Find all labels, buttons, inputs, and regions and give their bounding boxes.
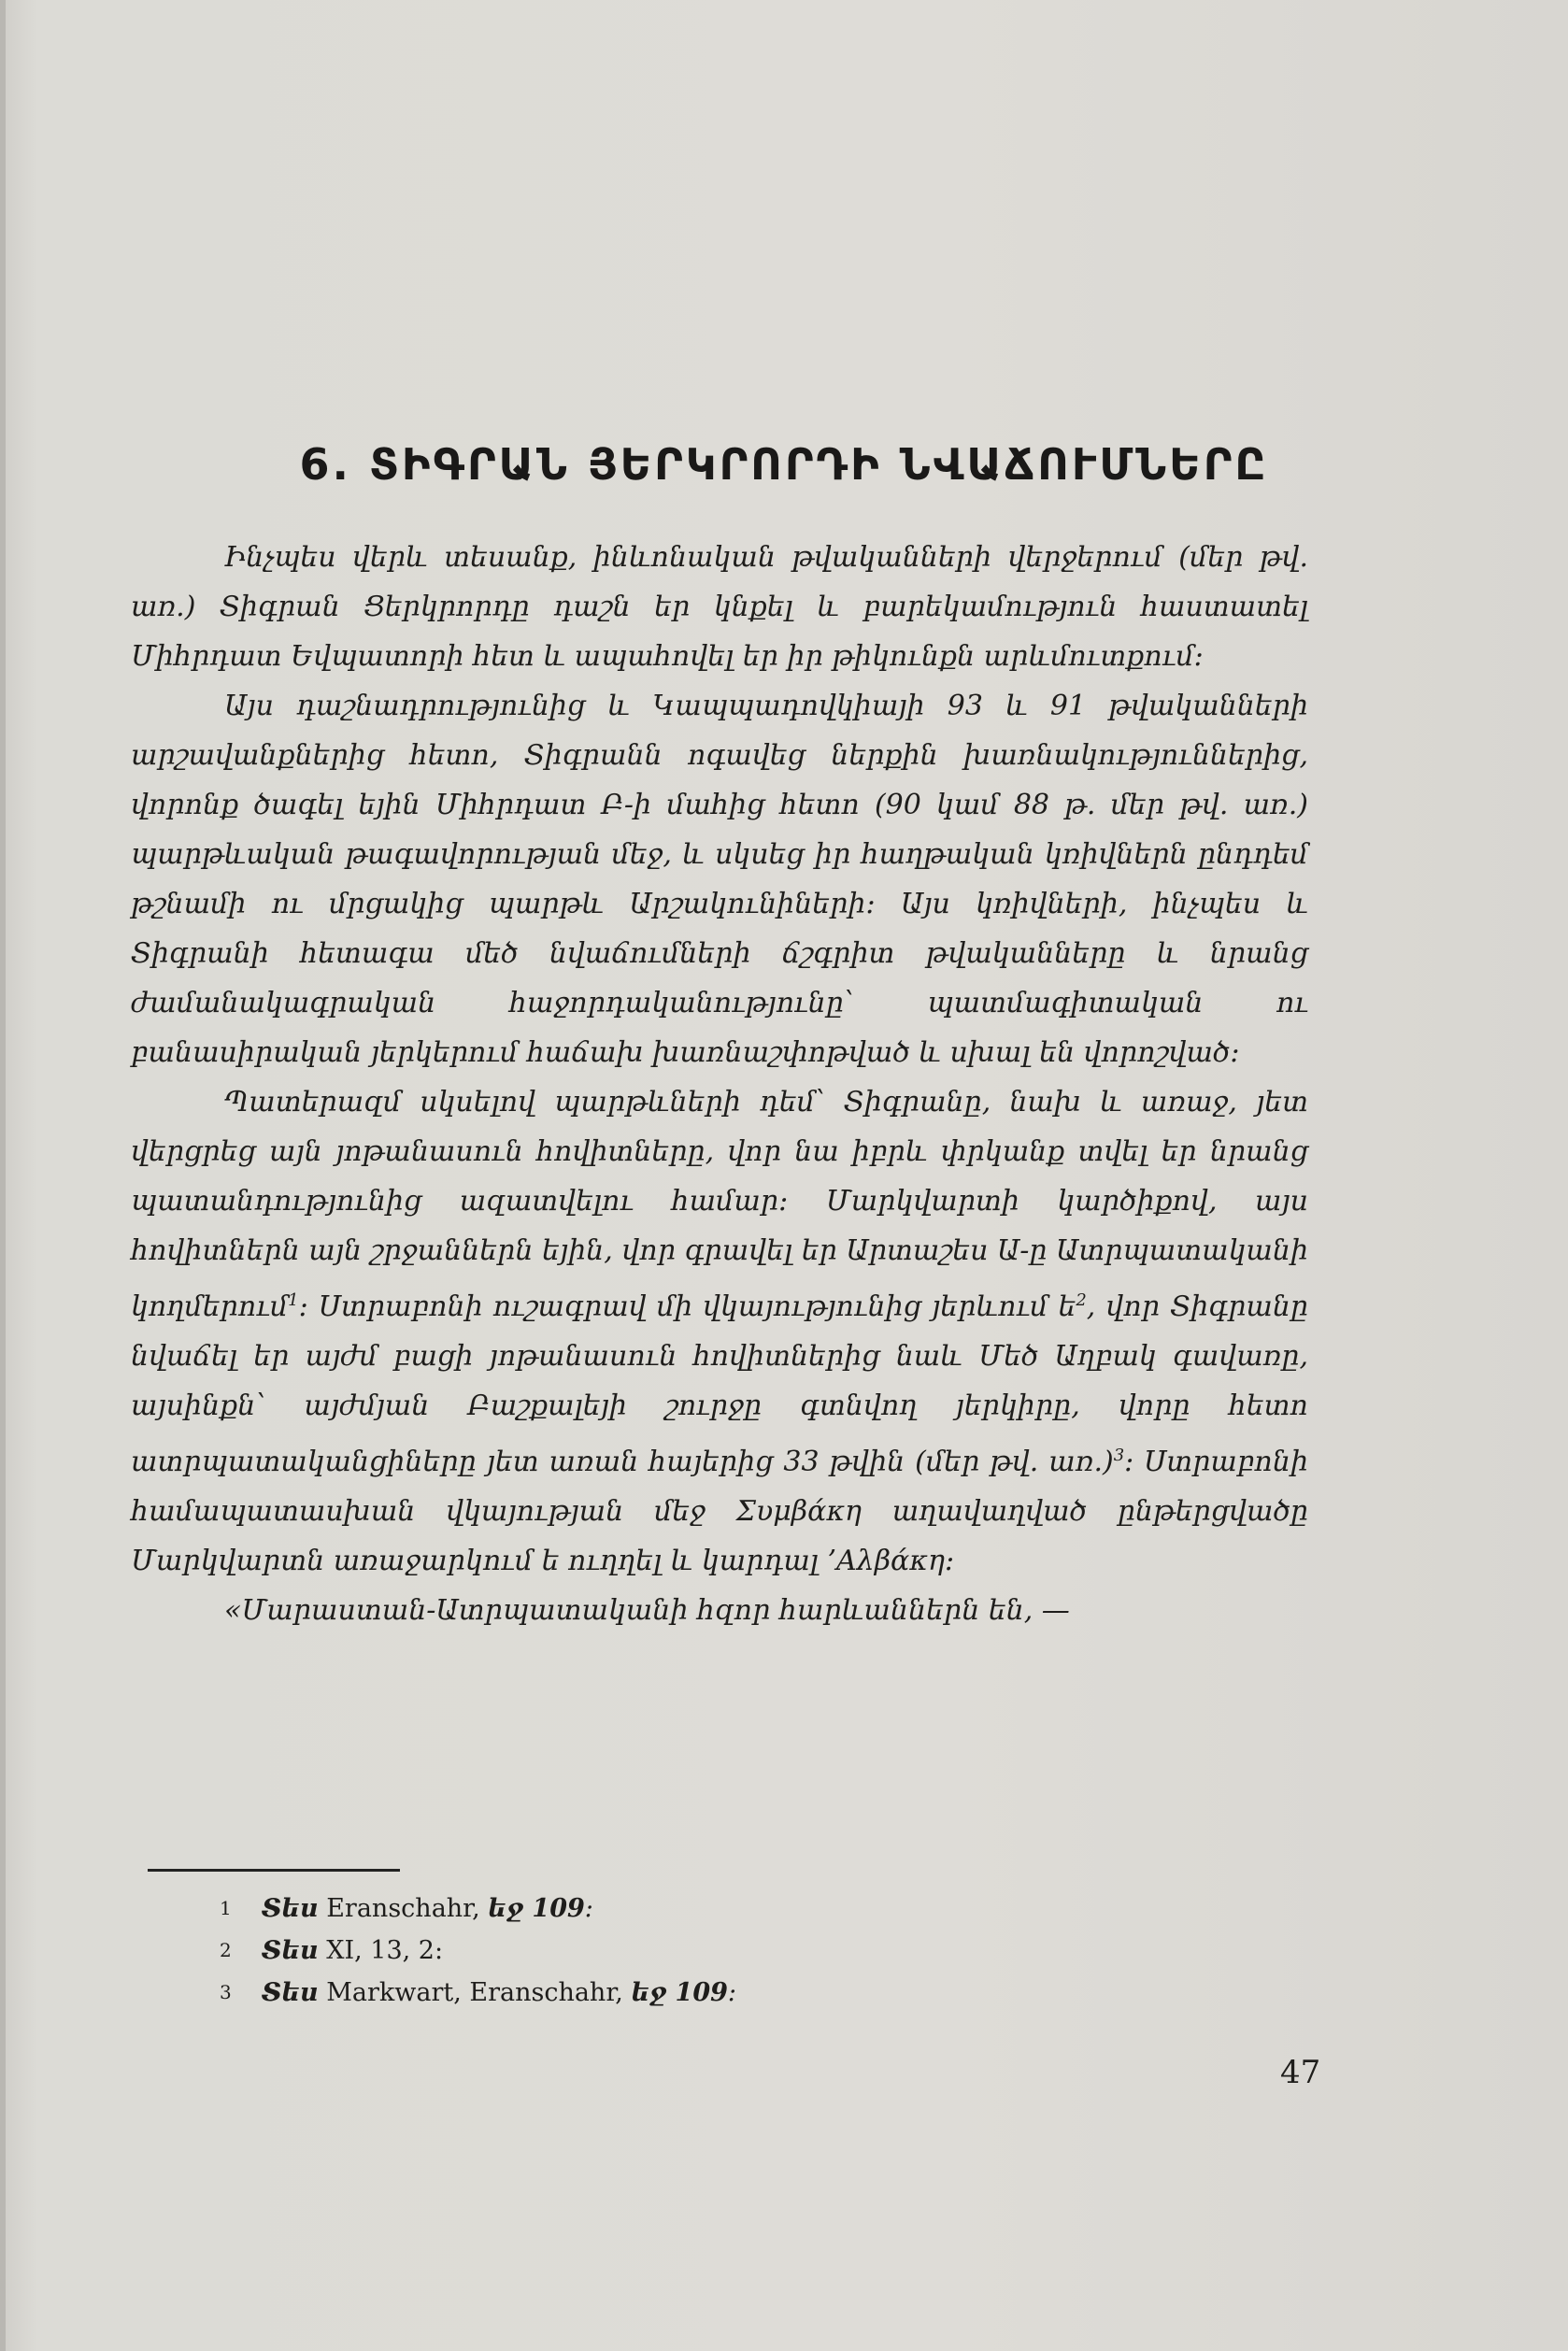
footnote-page: եջ 109։ (631, 1978, 737, 2007)
paragraph: «Մարաստան-Ատրպատականի հզոր հարևաններն են, — (224, 1594, 1070, 1627)
footnote-number: 2 (220, 1939, 232, 1961)
footnote-divider (148, 1869, 400, 1872)
chapter-title: 6. ՏԻԳՐԱՆ ՅԵՐԿՐՈՐԴԻ ՆՎԱՃՈՒՄՆԵՐԸ (299, 439, 1269, 490)
footnote-see: Տես (261, 1978, 319, 2007)
footnote-number: 1 (220, 1897, 232, 1919)
footnote-text: Markwart, Eranschahr, (326, 1978, 623, 2007)
footnote-number: 3 (220, 1981, 232, 2003)
page-edge-shadow (0, 0, 6, 2351)
footnote-see: Տես (261, 1894, 319, 1923)
page-number: 47 (1280, 2054, 1321, 2091)
paragraph: Ինչպես վերև տեսանք, ինևոնական թվականների վերջերում (մեր թվ. առ.) Տիգրան Ցերկրորդը դաշն եր կնքել և բարեկամություն հաստատել Միհրդատ Եվպատորի հետ և ապահովել եր իր թիկունքն արևմուտքում։ (131, 541, 1308, 673)
footnote-ref: 2 (1076, 1290, 1087, 1310)
footnote-page: եջ 109։ (488, 1894, 593, 1923)
footnote-text: Eranschahr, (326, 1894, 480, 1923)
footnotes (220, 1888, 1154, 2014)
paragraph-text: Ստրաբոնի ուշագրավ մի վկայությունից յերևում ե (318, 1290, 1076, 1323)
paragraph-text: Պատերազմ սկսելով պարթևների դեմ՝ Տիգրանը, նախ և առաջ, յետ վերցրեց այն յոթանասուն հովիտները, վոր նա իբրև փրկանք տվել եր նրանց պատանդությունից ազատվելու համար։ Մարկվարտի կարծիքով, այս հովիտներն այն շրջաններն եյին, վոր գրավել եր Արտաշես Ա-ը Ատրպատականի կողմերում (131, 1086, 1308, 1323)
paragraph: Պատերազմ սկսելով պարթևների դեմ՝ Տիգրանը, նախ և առաջ, յետ վերցրեց այն յոթանասուն հովիտները, վոր նա իբրև փրկանք տվել եր նրանց պատանդությունից ազատվելու համար։ Մարկվարտի կարծիքով, այս հովիտներն այն շրջաններն եյին, վոր գրավել եր Արտաշես Ա-ը Ատրպատականի կողմերում$^1$։ Ստրաբոնի ուշագրավ մի վկայությունից յերևում ե$^2$, վոր Տիգրանը նվաճել եր այժմ բացի յոթանասուն հովիտներից նաև Մեծ Աղբակ գավառը, այսինքն՝ այժմյան Բաշքալեյի շուրջը գտնվող յերկիրը, վորը հետո ատրպատականցիները յետ առան հայերից 33 թվին (մեր թվ. առ.)$^3$։ Ստրաբոնի համապատասխան վկայության մեջ Συμβάκη աղավաղված ընթերցվածը Մարկվարտն առաջարկում ե ուղղել և կարդալ ’Αλβάκη։ (131, 1086, 1309, 1577)
footnote-text: XI, 13, 2: (326, 1936, 444, 1965)
footnote (220, 1972, 1154, 2014)
footnote-ref: 3 (1113, 1446, 1125, 1465)
footnote-see: Տես (261, 1936, 319, 1965)
paragraph-text: , վոր Տիգրանը նվաճել եր այժմ բացի յոթանասուն հովիտներից նաև Մեծ Աղբակ գավառը, այսինքն՝ այժմյան Բաշքալեյի շուրջը գտնվող յերկիրը, վորը հետո ատրպատականցիները յետ առան հայերից 33 թվին (մեր թվ. առ.) (131, 1290, 1308, 1478)
body-text (131, 533, 1308, 1635)
footnote-ref: 1 (288, 1290, 299, 1310)
paragraph-text: ։ Ստրաբոնի համապատասխան վկայության մեջ Συμβάκη աղավաղված ընթերցվածը Մարկվարտն առաջարկում ե ուղղել և կարդալ ’Αλβάκη։ (131, 1446, 1309, 1577)
paragraph: Այս դաշնադրությունից և Կապպադովկիայի 93 և 91 թվականների արշավանքներից հետո, Տիգրանն ոգավեց ներքին խառնակություններից, վորոնք ծագել եյին Միհրդատ Բ-ի մահից հետո (90 կամ 88 թ. մեր թվ. առ.) պարթևական թագավորության մեջ, և սկսեց իր հաղթական կռիվներն ընդդեմ թշնամի ու մրցակից պարթև Արշակունիների։ Այս կռիվների, ինչպես և Տիգրանի հետագա մեծ նվաճումների ճշգրիտ թվականները և նրանց ժամանակագրական հաջորդականությունը՝ պատմագիտական ու բանասիրական յերկերում հաճախ խառնաշփոթված և սխալ են վորոշված։ (131, 690, 1308, 1069)
footnote (220, 1930, 1154, 1972)
footnote (220, 1888, 1154, 1930)
